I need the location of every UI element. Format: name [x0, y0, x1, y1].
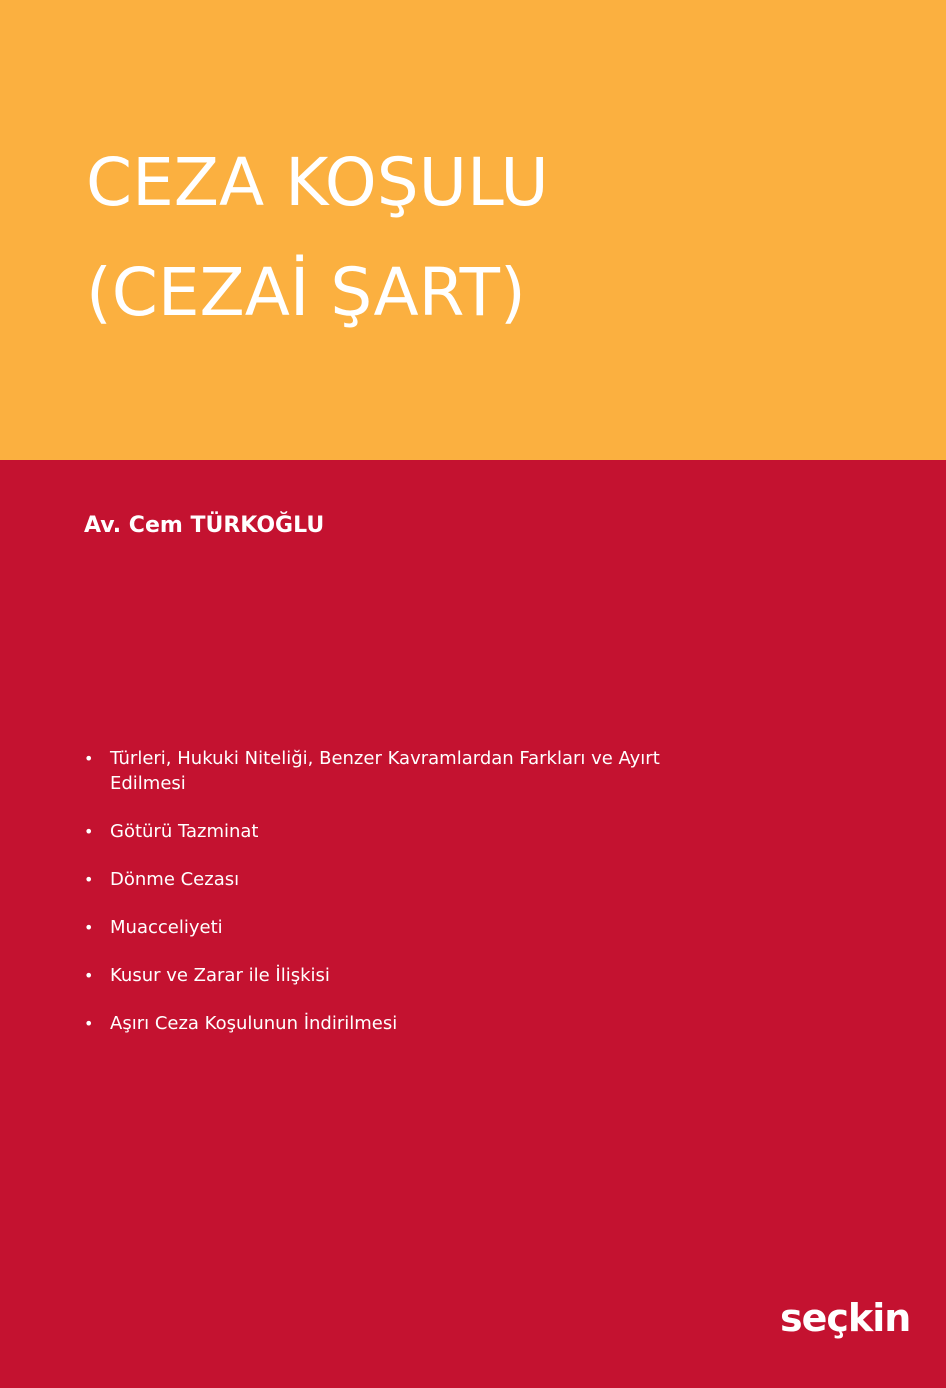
cover-top-band: [0, 0, 946, 460]
bullet-icon: •: [84, 918, 94, 937]
book-title-line-2: (CEZAİ ŞART): [86, 254, 526, 331]
bullet-icon: •: [84, 1014, 94, 1033]
feature-item: [84, 746, 684, 796]
feature-item: [84, 915, 684, 940]
feature-text: Türleri, Hukuki Niteliği, Benzer Kavramlardan Farkları ve Ayırt Edilmesi: [110, 748, 660, 794]
bullet-icon: •: [84, 966, 94, 985]
bullet-icon: •: [84, 822, 94, 841]
book-title-line-1: CEZA KOŞULU: [86, 144, 549, 221]
bullet-icon: •: [84, 749, 94, 768]
book-title: [86, 128, 549, 348]
feature-text: Dönme Cezası: [110, 869, 240, 890]
feature-text: Muacceliyeti: [110, 917, 223, 938]
bullet-icon: •: [84, 870, 94, 889]
feature-item: [84, 1011, 684, 1036]
feature-text: Götürü Tazminat: [110, 821, 259, 842]
feature-item: [84, 963, 684, 988]
feature-item: [84, 867, 684, 892]
publisher-logo: seçkin: [780, 1296, 911, 1340]
feature-item: [84, 819, 684, 844]
feature-list: [84, 746, 684, 1059]
author-name: Av. Cem TÜRKOĞLU: [84, 513, 325, 538]
feature-text: Aşırı Ceza Koşulunun İndirilmesi: [110, 1013, 398, 1034]
feature-text: Kusur ve Zarar ile İlişkisi: [110, 965, 330, 986]
